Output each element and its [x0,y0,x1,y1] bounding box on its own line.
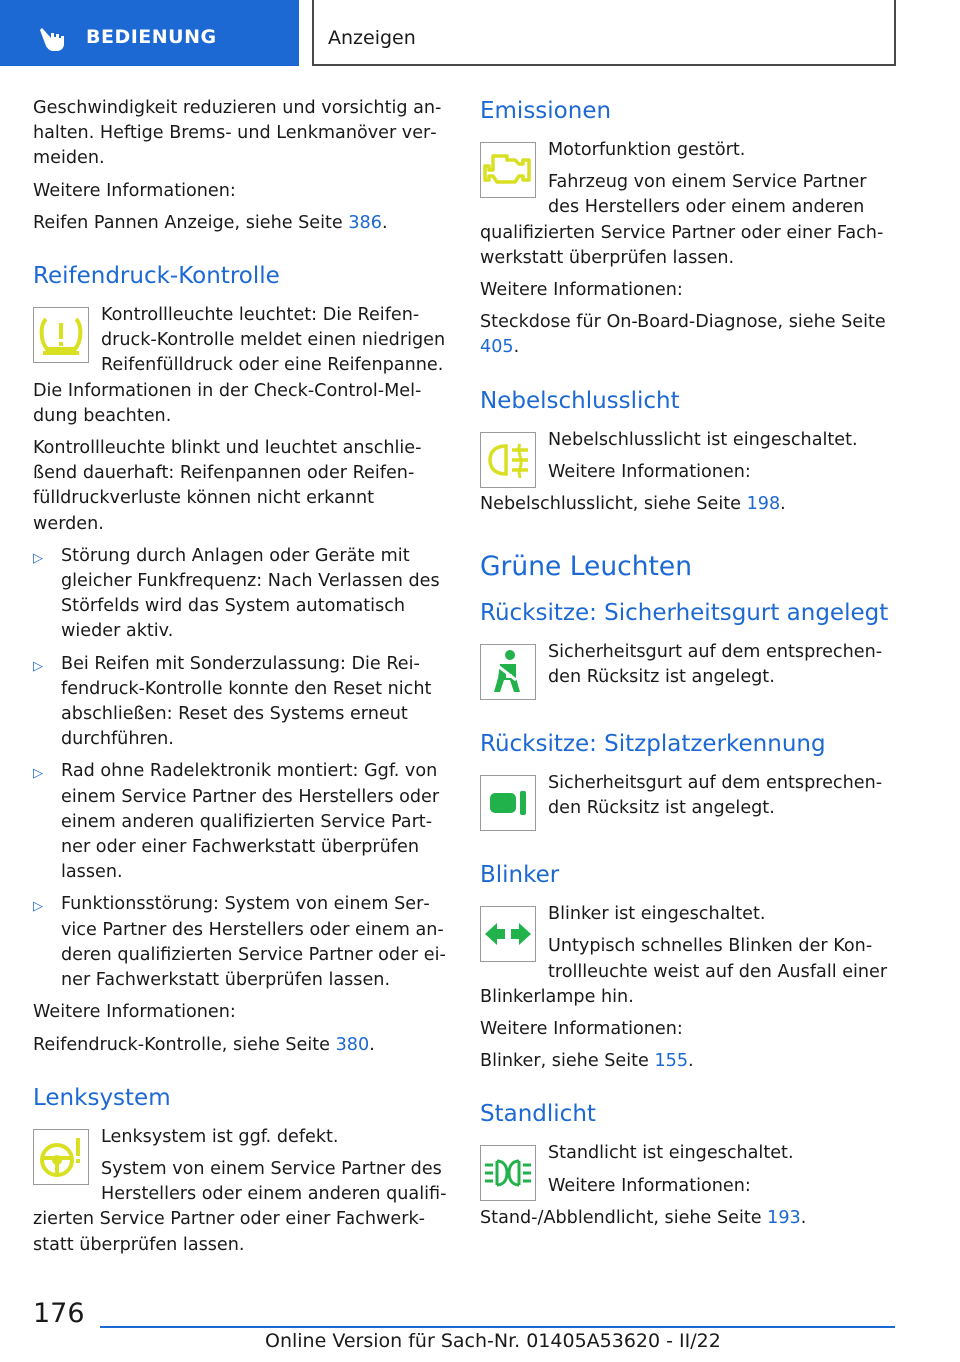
more-info-label: Weitere Informationen: [480,280,683,301]
seatbelt-fastened-icon [486,648,530,696]
steering-icon-frame [33,1129,89,1185]
emissions-heading: Emissionen [480,98,612,124]
intro-paragraph: Geschwindigkeit reduzieren und vorsichtig anhalten. Heftige Brems- und Lenkmanöver vermeiden. [33,98,442,169]
more-info-label: Weitere Informationen: [548,1175,751,1196]
more-info-label: Weitere Informationen: [480,1019,683,1040]
fog-text-1: Nebelschlusslicht ist eingeschaltet. [548,429,858,450]
emissions-text-1: Motorfunktion gestört. [548,140,746,160]
footer-online-version: Online Version für Sach-Nr. 01405A53620 - II/22 [265,1330,721,1352]
page-link-193[interactable]: 193 [767,1207,801,1228]
belt-icon-frame [480,644,536,700]
parking-light-icon [483,1156,533,1190]
chapter-box [312,0,896,66]
belt-heading: Rücksitze: Sicherheitsgurt angelegt [480,600,889,627]
page-link-386[interactable]: 386 [348,212,382,233]
more-info-label: Weitere Informationen: [33,1002,236,1023]
tpms-icon-frame [33,307,89,363]
green-lights-heading: Grüne Leuchten [480,551,692,583]
blinker-icon-frame [480,906,536,962]
triangle-bullet-icon: ▷ [33,658,43,674]
page-link-155[interactable]: 155 [654,1051,689,1072]
list-item: ▷ Rad ohne Radelektronik montiert: Ggf. von einem Service Partner des Herstellers oder einem anderen qualifizierten Service Partner oder einer Fachwerkstatt überprüfen lassen. [33,761,440,883]
emissions-text-2: Fahrzeug von einem Service Partner des Herstellers oder einem anderen qualifizierten Service Partner oder einer Fachwerkstatt überprüfen lassen. [480,172,884,268]
triangle-bullet-icon: ▷ [33,766,43,782]
tpms-heading: Reifendruck-Kontrolle [33,263,280,290]
page-link-198[interactable]: 198 [746,494,781,515]
left-column [33,96,447,1265]
parking-text-1: Standlicht ist eingeschaltet. [548,1143,794,1164]
parking-icon-frame [480,1145,536,1201]
seat-occupancy-icon [486,785,530,821]
page-header [0,0,960,66]
steering-warning-icon [36,1134,86,1180]
steering-text-1: Lenksystem ist ggf. defekt. [101,1126,339,1147]
emissions-ref: Steckdose für On-Board-Diagnose, siehe Seite 405. [480,312,886,358]
triangle-bullet-icon: ▷ [33,899,43,915]
section-label: BEDIENUNG [86,26,217,48]
seat-icon-frame [480,775,536,831]
rear-fog-light-icon [484,440,532,480]
tpms-text-2: Kontrollleuchte blinkt und leuchtet anschließend dauerhaft: Reifenpannen oder Reifenfülldruckverluste können nicht erkannt werden. [33,438,422,534]
emissions-icon-frame [480,142,536,198]
more-info-label: Weitere Informationen: [548,461,751,482]
fog-icon-frame [480,432,536,488]
fog-ref: Nebelschlusslicht, siehe Seite 198. [480,494,786,515]
fog-heading: Nebelschlusslicht [480,387,680,414]
turn-signal-icon [483,919,533,949]
engine-check-icon [483,152,533,188]
page-number: 176 [33,1298,85,1329]
list-item: ▷ Bei Reifen mit Sonderzulassung: Die Reifendruck-Kontrolle konnte den Reset nicht abschließen: Reset des Systems erneut durchführen. [33,653,432,750]
tire-pressure-warning-icon [37,313,85,357]
belt-text: Sicherheitsgurt auf dem entsprechenden Rücksitz ist angelegt. [548,642,883,688]
tire-puncture-ref: Reifen Pannen Anzeige, siehe Seite 386. [33,212,388,233]
seat-heading: Rücksitze: Sitzplatzerkennung [480,731,826,758]
pointing-hand-icon [38,24,68,52]
list-item: ▷ Störung durch Anlagen oder Geräte mit gleicher Funkfrequenz: Nach Verlassen des Störfelds wird das System automatisch wieder aktiv. [33,545,440,642]
tpms-text-1: Kontrollleuchte leuchtet: Die Reifendruck-Kontrolle meldet einen niedrigen Reifenfülldruck oder eine Reifenpanne. Die Informationen in der Check-Control-Meldung beachten. [33,305,446,426]
footer-rule [100,1326,895,1328]
steering-text-2: System von einem Service Partner des Herstellers oder einem anderen qualifizierten Service Partner oder einer Fachwerkstatt überprüfen lassen. [33,1158,447,1255]
more-info-label: Weitere Informationen: [33,180,236,201]
blinker-heading: Blinker [480,862,560,889]
list-item: ▷ Funktionsstörung: System von einem Service Partner des Herstellers oder einem anderen qualifizierten Service Partner oder einer Fachwerkstatt überprüfen lassen. [33,894,446,991]
parking-ref: Stand-/Abblendlicht, siehe Seite 193. [480,1207,807,1228]
tpms-ref: Reifendruck-Kontrolle, siehe Seite 380. [33,1034,375,1055]
seat-text: Sicherheitsgurt auf dem entsprechenden Rücksitz ist angelegt. [548,773,883,819]
blinker-text-2: Untypisch schnelles Blinken der Kontrollleuchte weist auf den Ausfall einer Blinkerlampe hin. [480,936,888,1007]
blinker-ref: Blinker, siehe Seite 155. [480,1051,694,1072]
steering-heading: Lenksystem [33,1084,171,1111]
section-tab [0,0,299,66]
tpms-bullet-list [33,544,447,993]
page-link-380[interactable]: 380 [335,1034,370,1055]
parking-heading: Standlicht [480,1101,596,1128]
right-column [480,96,894,1238]
blinker-text-1: Blinker ist eingeschaltet. [548,904,766,925]
page-link-405[interactable]: 405 [480,337,514,358]
triangle-bullet-icon: ▷ [33,550,43,566]
chapter-label: Anzeigen [328,27,416,49]
